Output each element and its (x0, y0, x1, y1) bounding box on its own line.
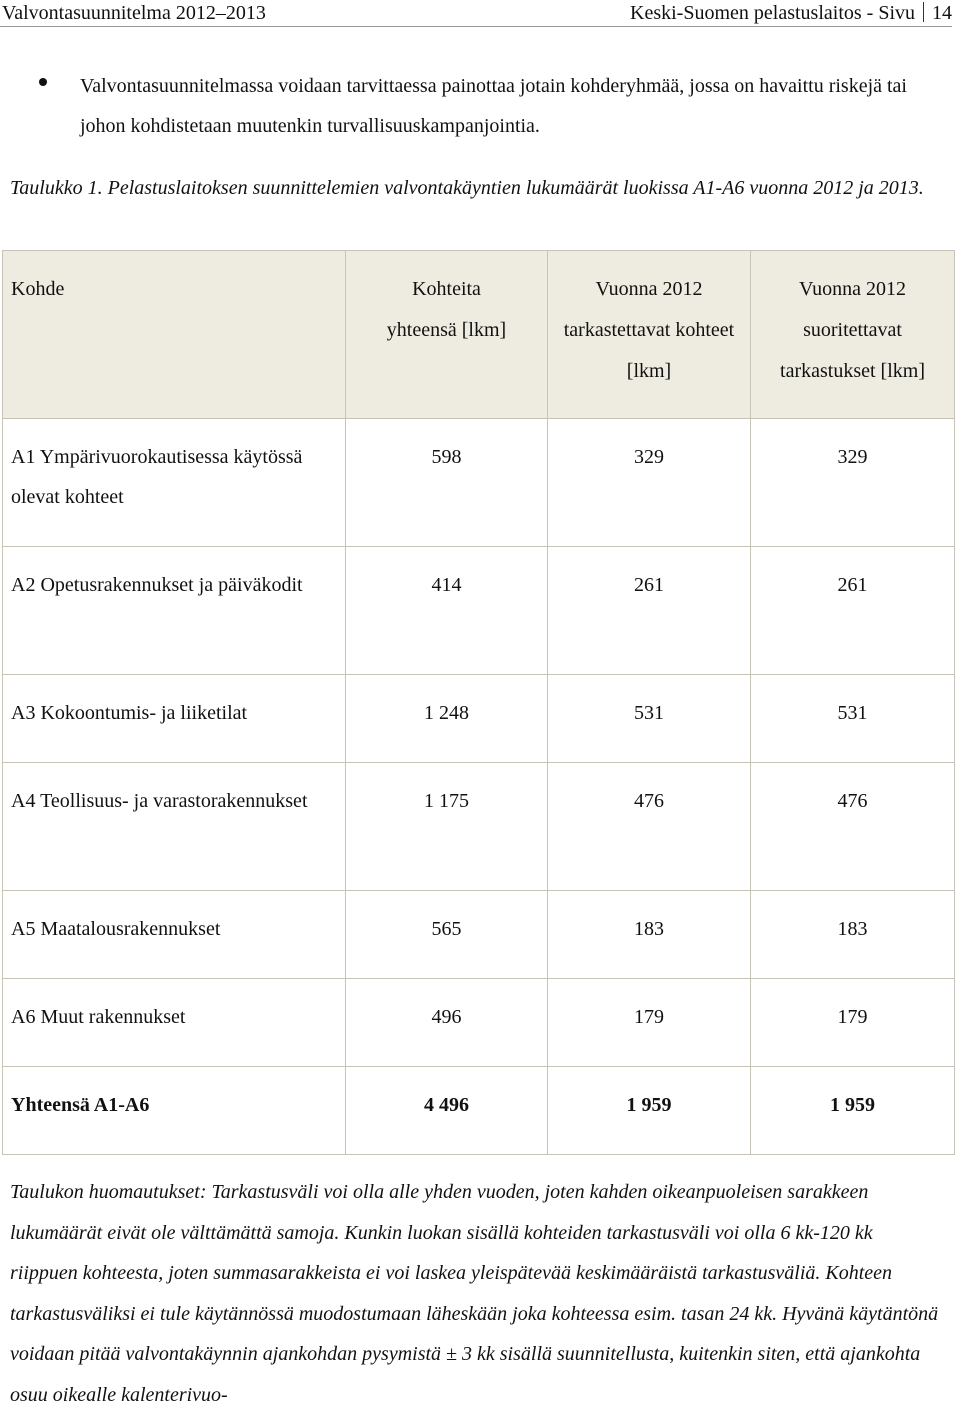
inspected-cell (548, 763, 751, 891)
total-cell (346, 547, 548, 675)
inspected-value: 183 (634, 918, 664, 940)
column-header-inspections-text: Vuonna 2012 suoritettavat tarkastukset [lkm] (780, 278, 925, 382)
row-label: A4 Teollisuus- ja varastorakennukset (11, 790, 308, 812)
total-cell (346, 675, 548, 763)
inspections-cell (751, 1067, 955, 1155)
inspected-value: 261 (634, 574, 664, 596)
total-value: 1 175 (424, 790, 469, 812)
total-value: 565 (431, 918, 462, 940)
inspections-cell (751, 675, 955, 763)
table-row (3, 675, 955, 763)
inspections-cell (751, 763, 955, 891)
document-title: Valvontasuunnitelma 2012–2013 (2, 2, 266, 24)
total-cell (346, 763, 548, 891)
inspections-value: 179 (837, 1006, 868, 1028)
table-notes: Taulukon huomautukset: Tarkastusväli voi olla alle yhden vuoden, joten kahden oikeanpuoleisen sarakkeen lukumäärät eivät ole välttämättä samoja. Kunkin luokan sisällä kohteiden tarkastusväli voi olla 6 kk-120 kk riippuen kohteesta, joten summasarakkeista ei voi laskea yleispätevää keskimääräistä tarkastusväliä. Kohteen tarkastusväliksi ei tule käytännössä muodostumaan läheskään joka kohteessa esim. tasan 24 kk. Hyvänä käytäntönä voidaan pitää valvontakäynnin ajankohdan pysymistä ± 3 kk sisällä suunnitellusta, kuitenkin siten, että ajankohta osuu oikealle kalenterivuo- (10, 1181, 939, 1406)
publisher-and-page-label: Keski-Suomen pelastuslaitos - Sivu (630, 2, 915, 24)
inspections-cell (751, 547, 955, 675)
table-caption: Taulukko 1. Pelastuslaitoksen suunnittelemien valvontakäyntien lukumäärät luokissa A1-A6 vuonna 2012 ja 2013. (10, 177, 924, 199)
row-label-cell (3, 419, 346, 547)
table-row (3, 419, 955, 547)
bullet-icon (39, 78, 47, 86)
total-value: 496 (431, 1006, 462, 1028)
row-label-cell (3, 547, 346, 675)
header-divider (923, 2, 924, 22)
table-row (3, 763, 955, 891)
total-cell (346, 891, 548, 979)
inspected-cell (548, 547, 751, 675)
row-label-cell (3, 763, 346, 891)
table-row (3, 979, 955, 1067)
table-row (3, 547, 955, 675)
page-header (0, 0, 952, 27)
column-header-inspections (751, 251, 955, 419)
inspected-cell (548, 419, 751, 547)
inspections-value: 183 (837, 918, 868, 940)
table-total-row (3, 1067, 955, 1155)
row-label-cell (3, 979, 346, 1067)
inspections-value: 261 (837, 574, 868, 596)
column-header-total (346, 251, 548, 419)
inspections-cell (751, 979, 955, 1067)
bullet-item-text: Valvontasuunnitelmassa voidaan tarvittaessa painottaa jotain kohderyhmää, jossa on havaittu riskejä tai johon kohdistetaan muutenkin turvallisuuskampanjointia. (80, 75, 907, 137)
inspected-value: 1 959 (626, 1094, 672, 1116)
row-label: A2 Opetusrakennukset ja päiväkodit (11, 574, 303, 596)
total-cell (346, 1067, 548, 1155)
row-label: A6 Muut rakennukset (11, 1006, 186, 1028)
row-label-cell (3, 891, 346, 979)
header-right (630, 0, 952, 26)
total-cell (346, 419, 548, 547)
inspected-cell (548, 675, 751, 763)
table-row (3, 891, 955, 979)
inspections-cell (751, 891, 955, 979)
inspected-value: 476 (634, 790, 664, 812)
column-header-total-text: Kohteita yhteensä [lkm] (386, 278, 507, 341)
inspections-value: 476 (837, 790, 868, 812)
table-header-row (3, 251, 955, 419)
inspections-value: 329 (837, 446, 868, 468)
inspected-value: 531 (634, 702, 664, 724)
inspected-cell (548, 1067, 751, 1155)
inspections-value: 531 (837, 702, 868, 724)
inspections-cell (751, 419, 955, 547)
inspected-value: 329 (634, 446, 664, 468)
total-value: 598 (431, 446, 462, 468)
total-cell (346, 979, 548, 1067)
inspections-value: 1 959 (830, 1094, 875, 1116)
row-label-cell (3, 675, 346, 763)
row-label-cell (3, 1067, 346, 1155)
column-header-kohde: Kohde (3, 251, 346, 419)
total-value: 1 248 (424, 702, 469, 724)
inspected-cell (548, 979, 751, 1067)
row-label: A5 Maatalousrakennukset (11, 918, 221, 940)
inspected-cell (548, 891, 751, 979)
page-number: 14 (932, 2, 952, 24)
row-label: A1 Ympärivuorokautisessa käytössä olevat kohteet (11, 446, 303, 508)
column-header-inspected (548, 251, 751, 419)
column-header-inspected-text: Vuonna 2012 tarkastettavat kohteet [lkm] (563, 278, 735, 382)
total-value: 4 496 (424, 1094, 469, 1116)
inspection-table (2, 250, 955, 1155)
total-value: 414 (431, 574, 462, 596)
row-label: Yhteensä A1-A6 (11, 1094, 150, 1116)
row-label: A3 Kokoontumis- ja liiketilat (11, 702, 248, 724)
inspected-value: 179 (634, 1006, 664, 1028)
